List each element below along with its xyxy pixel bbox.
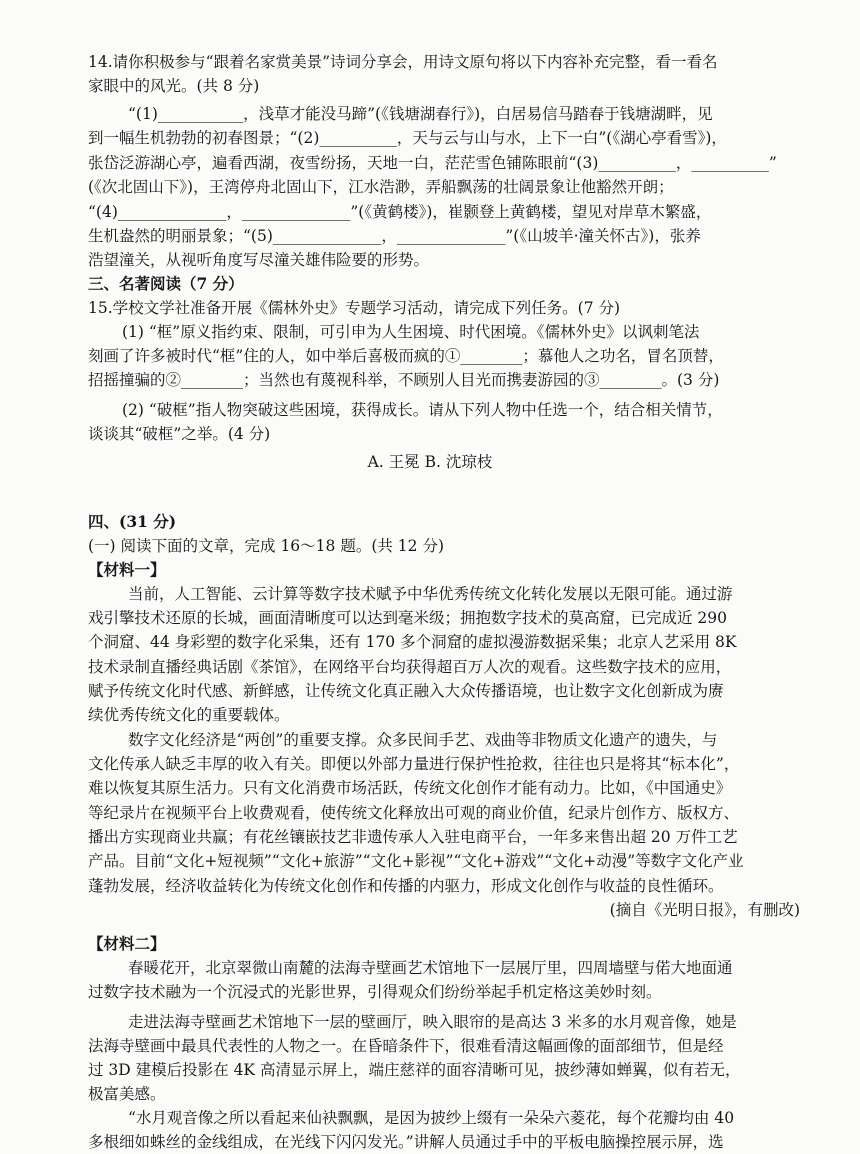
q14-intro-line: 家眼中的风光。(共 8 分) — [88, 77, 260, 95]
q14-body-line: “(1)___________，浅草才能没马蹄”(《钱塘湖春行》)，白居易信马踏春于钱塘湖畔，见 — [128, 105, 713, 123]
q15-options: A. 王冕 B. 沈琼枝 — [367, 453, 493, 471]
material2-line: 走进法海寺壁画艺术馆地下一层的壁画厅，映入眼帘的是高达 3 米多的水月观音像，她是 — [128, 1013, 737, 1031]
q14-body-line: (《次北固山下》)，王湾停舟北固山下，江水浩渺，弄船飘荡的壮阔景象让他豁然开朗； — [88, 178, 674, 196]
section4-subtitle: (一) 阅读下面的文章，完成 16～18 题。(共 12 分) — [88, 537, 444, 555]
material1-line: 播出方实现商业共赢；有花丝镶嵌技艺非遗传承人入驻电商平台，一年多来售出超 20 万件工艺 — [88, 828, 738, 846]
material1-line: 技术录制直播经典话剧《茶馆》，在网络平台均获得超百万人次的观看。这些数字技术的应用， — [88, 658, 732, 676]
material1-line: 文化传承人缺乏丰厚的收入有关。即便以外部力量进行保护性抢救，往往也只是将其“标本化”， — [88, 755, 740, 773]
material1-line: 个洞窟、44 身彩塑的数字化采集，还有 170 多个洞窟的虚拟漫游数据采集；北京人艺采用 8K — [88, 633, 737, 651]
material2-line: 春暖花开，北京翠微山南麓的法海寺壁画艺术馆地下一层展厅里，四周墙壁与偌大地面通 — [128, 959, 733, 977]
q15-intro: 15.学校文学社准备开展《儒林外史》专题学习活动，请完成下列任务。(7 分) — [88, 299, 621, 317]
material1-source: (摘自《光明日报》，有删改) — [609, 901, 800, 919]
material1-line: 难以恢复其原生活力。只有文化消费市场活跃，传统文化创作才能有动力。比如，《中国通史》 — [88, 779, 732, 797]
q15-sub2-line: (2) “破框”指人物突破这些困境，获得成长。请从下列人物中任选一个，结合相关情节， — [122, 401, 723, 419]
q14-body-line: “(4)______________，______________”(《黄鹤楼》)，崔颢登上黄鹤楼，望见对岸草木繁盛， — [88, 203, 712, 221]
material2-line: 过数字技术融为一个沉浸式的光影世界，引得观众们纷纷举起手机定格这美妙时刻。 — [88, 983, 662, 1001]
material2-line: 多根细如蛛丝的金线组成，在光线下闪闪发光。”讲解人员通过手中的平板电脑操控展示屏，选 — [88, 1133, 724, 1151]
material2-label: 【材料二】 — [88, 934, 166, 953]
material2-line: 过 3D 建模后投影在 4K 高清显示屏上，端庄慈祥的面容清晰可见，披纱薄如蝉翼，似有若无， — [88, 1061, 741, 1079]
material1-line: 续优秀传统文化的重要载体。 — [88, 706, 290, 724]
material1-line: 等纪录片在视频平台上收费观看，使传统文化释放出可观的商业价值，纪录片创作方、版权方、 — [88, 804, 740, 822]
material1-line: 戏引擎技术还原的长城，画面清晰度可以达到毫米级；拥抱数字技术的莫高窟，已完成近 290 — [88, 609, 728, 627]
q15-sub1-line: 刻画了许多被时代“框”住的人，如中举后喜极而疯的①________；慕他人之功名，冒名顶替， — [88, 347, 724, 365]
material1-line: 数字文化经济是“两创”的重要支撑。众多民间手艺、戏曲等非物质文化遗产的遗失，与 — [128, 731, 718, 749]
material1-label: 【材料一】 — [88, 560, 166, 579]
q14-body-line: 浩望潼关，从视听角度写尽潼关雄伟险要的形势。 — [88, 251, 430, 269]
section3-title: 三、名著阅读（7 分） — [88, 274, 244, 293]
material1-line: 当前，人工智能、云计算等数字技术赋予中华优秀传统文化转化发展以无限可能。通过游 — [128, 585, 733, 603]
q14-intro-line: 14.请你积极参与“跟着名家赏美景”诗词分享会，用诗文原句将以下内容补充完整，看一看名 — [88, 53, 718, 71]
material2-line: “水月观音像之所以看起来仙袂飘飘，是因为披纱上缀有一朵朵六菱花，每个花瓣均由 40 — [128, 1109, 735, 1127]
q15-sub1-line: (1) “框”原义指约束、限制，可引申为人生困境、时代困境。《儒林外史》以讽刺笔法 — [122, 323, 700, 341]
material2-line: 法海寺壁画中最具代表性的人物之一。在昏暗条件下，很难看清这幅画像的面部细节，但是经 — [88, 1037, 724, 1055]
q14-body-line: 生机盎然的明丽景象；“(5)______________，______________”(《山坡羊·潼关怀古》)，张养 — [88, 227, 701, 245]
q15-sub2-line: 谈谈其“破框”之举。(4 分) — [88, 425, 271, 443]
q14-body-line: 张岱泛游湖心亭，遍看西湖，夜雪纷扬，天地一白，茫茫雪色铺陈眼前“(3)__________，__________” — [88, 154, 777, 172]
q15-sub1-line: 招摇撞骗的②________；当然也有蔑视科举，不顾别人目光而携妻游园的③________。(3 分) — [88, 371, 720, 389]
q14-body-line: 到一幅生机勃勃的初春图景；“(2)__________，天与云与山与水，上下一白”(《湖心亭看雪》)， — [88, 129, 727, 147]
material2-line: 极富美感。 — [88, 1085, 166, 1103]
section4-title: 四、(31 分) — [88, 512, 177, 531]
material1-line: 蓬勃发展，经济收益转化为传统文化创作和传播的内驱力，形成文化创作与收益的良性循环。 — [88, 877, 724, 895]
material1-line: 产品。目前“文化+短视频”“文化+旅游”“文化+影视”“文化+游戏”“文化+动漫”等数字文化产业 — [88, 852, 744, 870]
material1-line: 赋予传统文化时代感、新鲜感，让传统文化真正融入大众传播语境，也让数字文化创新成为赓 — [88, 682, 724, 700]
